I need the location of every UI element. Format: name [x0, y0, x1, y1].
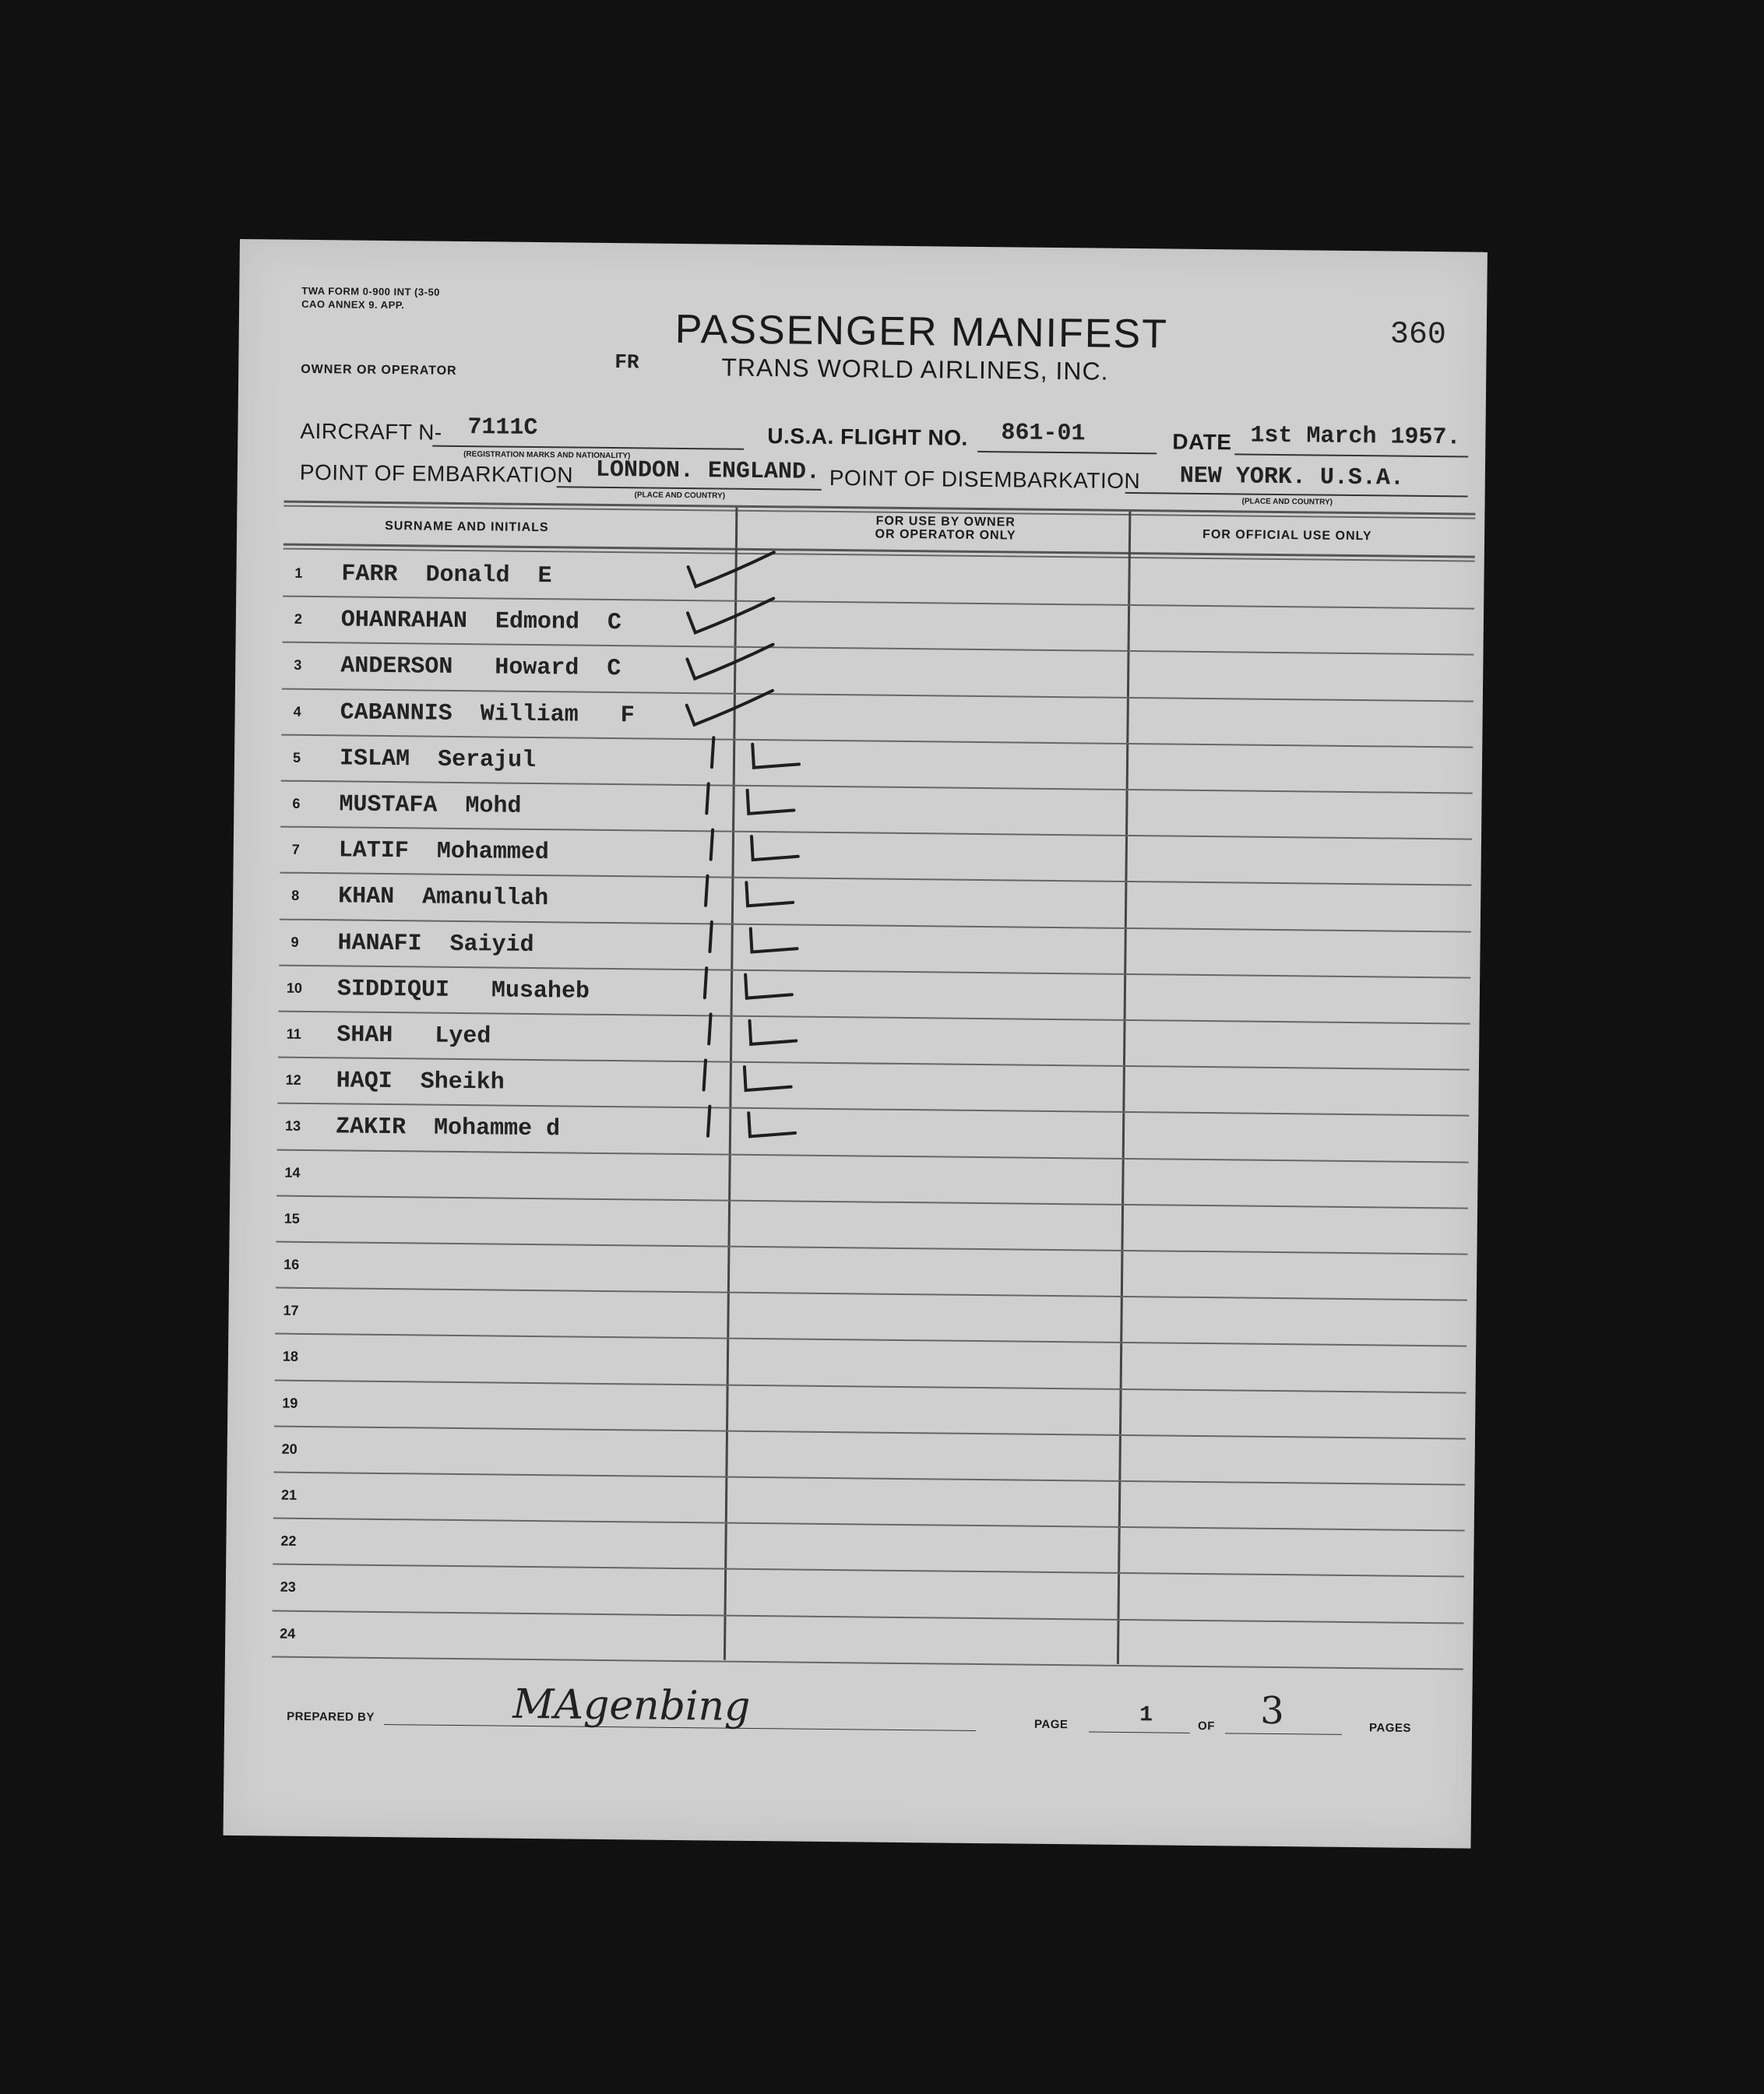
check-mark: [709, 1014, 796, 1044]
form-title: PASSENGER MANIFEST: [674, 306, 1169, 357]
row-number: 3: [294, 657, 302, 674]
date-value: 1st March 1957.: [1250, 422, 1461, 452]
passenger-name: HANAFI Saiyid: [337, 929, 534, 959]
page-fill-line: [1089, 1732, 1190, 1733]
passenger-name: ANDERSON Howard C: [340, 653, 621, 683]
prepared-by-label: PREPARED BY: [287, 1709, 375, 1724]
row-number: 17: [283, 1302, 299, 1319]
flight-value: 861-01: [1001, 420, 1086, 448]
embarkation-caption: (PLACE AND COUNTRY): [634, 491, 726, 501]
row-number: 15: [283, 1210, 300, 1226]
embarkation-fill-line: [557, 486, 822, 491]
check-mark: [705, 968, 792, 998]
passenger-name: ISLAM Serajul: [339, 745, 537, 774]
row-rule: [272, 1656, 1463, 1670]
col-owner-header-1: FOR USE BY OWNER: [875, 514, 1016, 530]
row-rule: [275, 1379, 1466, 1393]
check-mark: [704, 1060, 791, 1090]
registration-caption: (REGISTRATION MARKS AND NATIONALITY): [463, 450, 631, 461]
of-value: 3: [1259, 1688, 1285, 1733]
row-rule: [274, 1425, 1466, 1439]
row-number: 2: [294, 611, 302, 628]
row-number: 16: [283, 1256, 300, 1272]
passenger-name: LATIF Mohammed: [338, 837, 549, 867]
disembarkation-fill-line: [1125, 492, 1468, 498]
airline-name: TRANS WORLD AIRLINES, INC.: [721, 353, 1109, 385]
row-number: 1: [294, 565, 303, 581]
of-fill-line: [1225, 1733, 1342, 1735]
check-mark: [688, 597, 773, 633]
check-marks: [666, 540, 891, 1243]
embarkation-value: LONDON. ENGLAND.: [595, 456, 821, 486]
col-owner-header-2: OR OPERATOR ONLY: [875, 527, 1016, 543]
row-number: 22: [280, 1533, 297, 1550]
row-number: 14: [284, 1164, 301, 1181]
row-number: 4: [293, 703, 301, 720]
check-mark: [706, 876, 793, 906]
passenger-name: FARR Donald E: [341, 561, 552, 590]
col-official-header: FOR OFFICIAL USE ONLY: [1202, 527, 1372, 544]
of-label: OF: [1197, 1719, 1216, 1733]
aircraft-fill-line: [432, 445, 744, 450]
aircraft-value: 7111C: [467, 414, 538, 442]
row-rule: [273, 1564, 1464, 1578]
row-number: 23: [280, 1579, 296, 1596]
row-rule: [273, 1610, 1464, 1624]
row-number: 20: [281, 1441, 298, 1457]
passenger-name: CABANNIS William F: [340, 699, 635, 729]
row-rule: [276, 1241, 1468, 1255]
owner-label: OWNER OR OPERATOR: [301, 362, 457, 378]
preparer-signature: MAgenbing: [512, 1680, 751, 1730]
page-value: 1: [1139, 1703, 1153, 1728]
row-number: 8: [291, 888, 300, 904]
passenger-name: HAQI Sheikh: [336, 1068, 505, 1096]
disembarkation-label: POINT OF DISEMBARKATION: [829, 465, 1141, 494]
check-mark: [706, 783, 794, 814]
page-stamp: 360: [1389, 317, 1447, 354]
passenger-name: MUSTAFA Mohd: [339, 791, 522, 820]
row-rule: [276, 1287, 1467, 1301]
row-number: 10: [286, 980, 303, 996]
row-number: 12: [285, 1072, 301, 1089]
aircraft-label: AIRCRAFT N-: [300, 418, 442, 445]
row-number: 19: [282, 1395, 298, 1411]
flight-label: U.S.A. FLIGHT NO.: [767, 424, 968, 450]
check-mark: [687, 643, 773, 679]
pages-label: PAGES: [1368, 1721, 1412, 1735]
passenger-name: SIDDIQUI Musaheb: [336, 976, 590, 1005]
row-number: 21: [280, 1487, 298, 1503]
row-rule: [275, 1333, 1466, 1347]
passenger-name: ZAKIR Mohamme d: [335, 1114, 561, 1143]
passenger-name: OHANRAHAN Edmond C: [340, 607, 622, 637]
row-rule: [273, 1518, 1465, 1532]
page-label: PAGE: [1033, 1717, 1069, 1732]
row-number: 7: [291, 841, 300, 858]
col-surname-header: SURNAME AND INITIALS: [385, 519, 549, 535]
row-number: 13: [284, 1118, 301, 1135]
row-number: 9: [290, 934, 299, 950]
passenger-name: KHAN Amanullah: [337, 883, 549, 913]
check-mark: [709, 922, 797, 952]
disembarkation-value: NEW YORK. U.S.A.: [1179, 463, 1405, 492]
row-number: 5: [292, 749, 301, 765]
disembarkation-caption: (PLACE AND COUNTRY): [1241, 497, 1333, 507]
form-code-line1: TWA FORM 0-900 INT (3-50: [301, 284, 441, 298]
check-mark: [711, 830, 798, 860]
check-mark: [688, 551, 773, 587]
embarkation-label: POINT OF EMBARKATION: [299, 459, 574, 487]
row-number: 24: [280, 1625, 296, 1642]
row-number: 11: [286, 1026, 301, 1042]
col-divider-2: [1117, 512, 1131, 1664]
manifest-sheet: [224, 239, 1488, 1849]
owner-value: FR: [614, 350, 639, 375]
row-rule: [273, 1472, 1465, 1486]
row-number: 18: [282, 1349, 299, 1365]
passenger-name: SHAH Lyed: [336, 1022, 491, 1051]
date-label: DATE: [1172, 429, 1232, 455]
check-mark: [708, 1107, 795, 1137]
check-mark: [712, 737, 799, 768]
flight-fill-line: [977, 451, 1157, 454]
row-number: 6: [292, 795, 301, 811]
date-fill-line: [1234, 453, 1468, 457]
check-mark: [687, 690, 773, 726]
form-code-line2: CAO ANNEX 9. APP.: [301, 297, 405, 311]
